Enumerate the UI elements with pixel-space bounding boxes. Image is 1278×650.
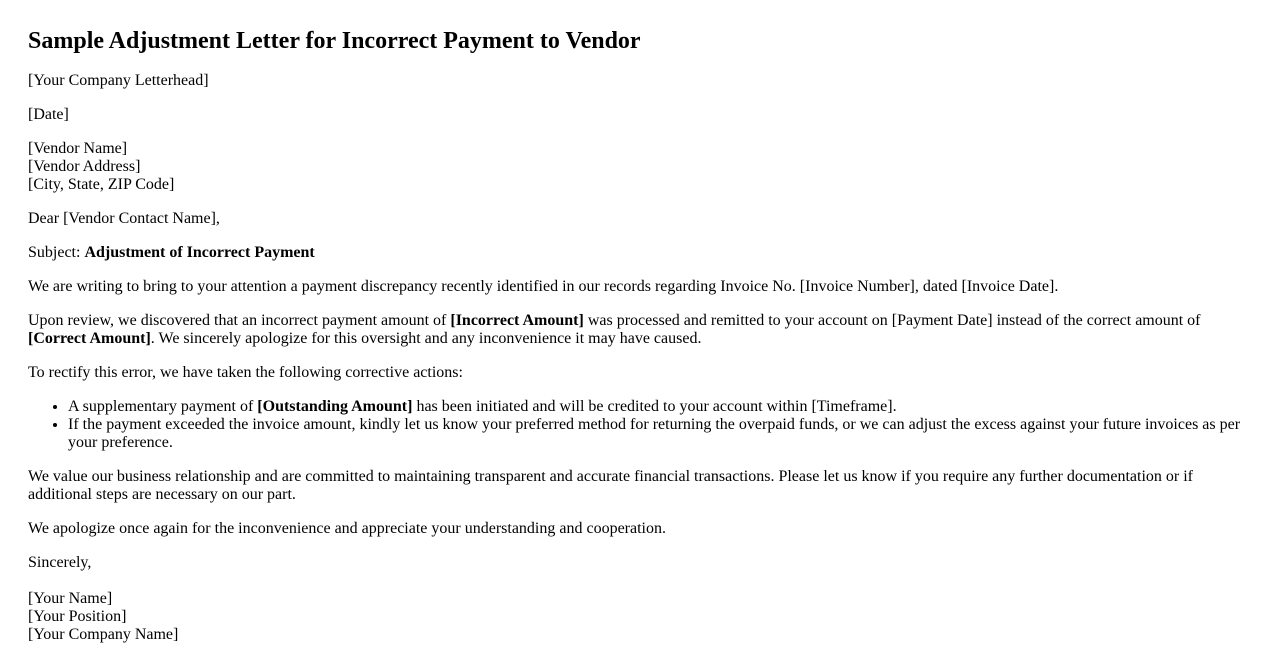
subject-text: Adjustment of Incorrect Payment [84,244,315,261]
review-text-2: was processed and remitted to your account on [Payment Date] instead of the correct amount of [583,312,1201,329]
action1-text-2: has been initiated and will be credited to your account within [Timeframe]. [412,398,897,415]
vendor-name: [Vendor Name] [28,140,128,157]
action1-text-1: A supplementary payment of [68,398,258,415]
signature-company: [Your Company Name] [28,626,179,643]
corrective-actions-list [28,398,1250,452]
outstanding-amount: [Outstanding Amount] [257,398,413,415]
vendor-address: [Vendor Address] [28,158,141,175]
subject-line [28,244,1250,262]
signature-position: [Your Position] [28,608,127,625]
review-text-1: Upon review, we discovered that an incorrect payment amount of [28,312,451,329]
correct-amount: [Correct Amount] [28,330,151,347]
signature-name: [Your Name] [28,590,113,607]
salutation: Dear [Vendor Contact Name], [28,210,220,227]
vendor-city-state-zip: [City, State, ZIP Code] [28,176,175,193]
list-item [68,398,1250,416]
page-title: Sample Adjustment Letter for Incorrect Payment to Vendor [28,28,641,54]
paragraph-relationship: We value our business relationship and are committed to maintaining transparent and accurate financial transactions. Please let us know if you require any further documentation or if additional steps are necessary on our part. [28,468,1193,503]
paragraph-apology: We apologize once again for the inconvenience and appreciate your understanding and cooperation. [28,520,666,537]
letterhead: [Your Company Letterhead] [28,72,209,89]
closing: Sincerely, [28,554,92,571]
letter-date: [Date] [28,106,69,123]
paragraph-review [28,312,1250,348]
review-text-3: . We sincerely apologize for this oversight and any inconvenience it may have caused. [150,330,702,347]
incorrect-amount: [Incorrect Amount] [450,312,584,329]
paragraph-rectify: To rectify this error, we have taken the following corrective actions: [28,364,463,381]
list-item: • If the payment exceeded the invoice amount, kindly let us know your preferred method for returning the overpaid funds, or we can adjust the excess against your future invoices as per your preference. [68,416,1250,452]
subject-label: Subject: [28,244,85,261]
signature-block [28,590,1250,644]
vendor-address-block [28,140,1250,194]
paragraph-discrepancy: We are writing to bring to your attention a payment discrepancy recently identified in our records regarding Invoice No. [Invoice Number], dated [Invoice Date]. [28,278,1059,295]
